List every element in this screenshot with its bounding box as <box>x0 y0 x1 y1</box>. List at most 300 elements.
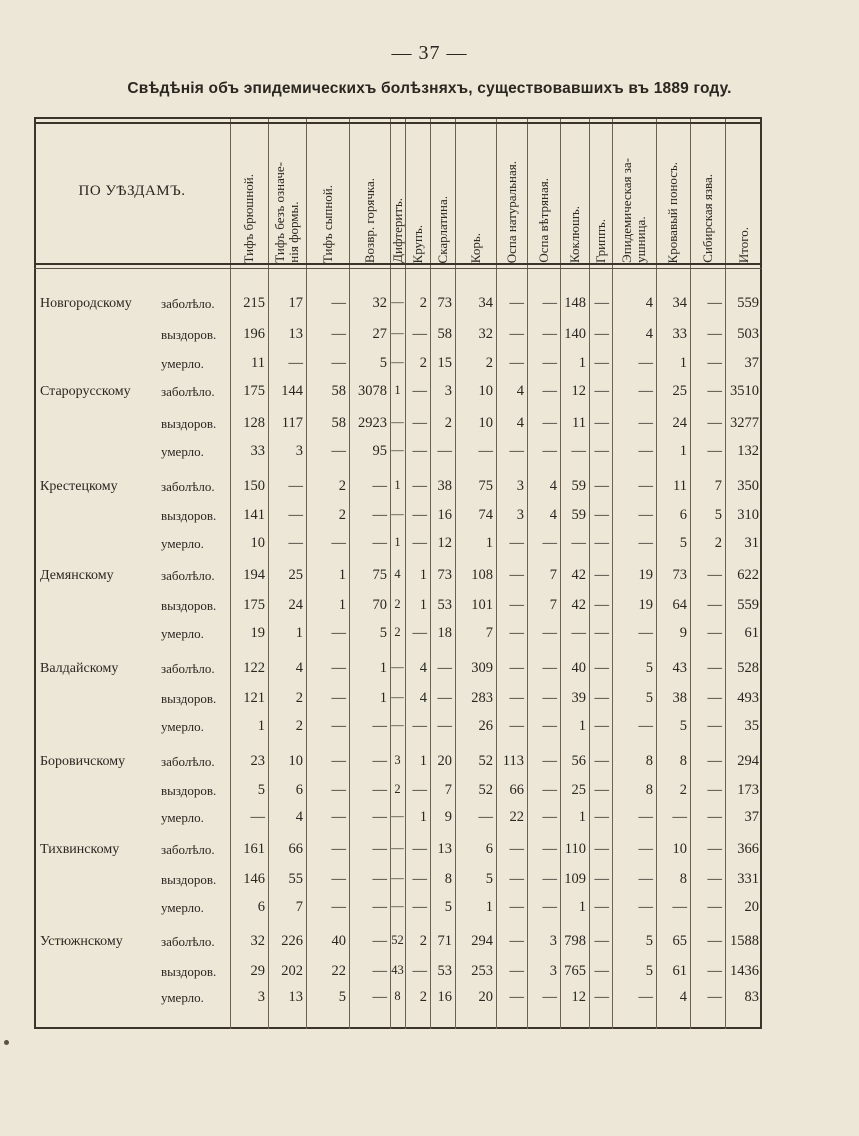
table-cell: 2 <box>444 415 452 431</box>
table-cell: — <box>412 383 427 399</box>
table-cell: 503 <box>737 326 759 342</box>
table-cell: 34 <box>478 295 493 311</box>
table-cell: 140 <box>564 326 586 342</box>
table-cell: 5 <box>679 718 687 734</box>
table-cell: 5 <box>645 690 653 706</box>
table-cell: 66 <box>288 841 303 857</box>
row-status: выздоров. <box>161 691 217 706</box>
row-status: заболѣло. <box>161 842 215 857</box>
table-cell: 1 <box>394 478 401 492</box>
table-cell: 24 <box>672 415 687 431</box>
table-cell: — <box>412 718 427 734</box>
table-cell: 65 <box>672 933 687 949</box>
table-cell: 144 <box>281 383 303 399</box>
table-cell: — <box>542 383 557 399</box>
table-cell: — <box>372 841 387 857</box>
table-cell: — <box>594 660 609 676</box>
table-cell: — <box>571 443 586 459</box>
table-cell: 150 <box>243 478 265 494</box>
header-rule <box>34 263 762 265</box>
table-cell: 16 <box>437 989 452 1005</box>
table-cell: 202 <box>281 963 303 979</box>
table-cell: — <box>509 690 524 706</box>
table-cell: 226 <box>281 933 303 949</box>
table-cell: — <box>707 753 722 769</box>
table-cell: 101 <box>471 597 493 613</box>
table-cell: 64 <box>672 597 687 613</box>
table-cell: 10 <box>478 383 493 399</box>
table-cell: — <box>372 809 387 825</box>
table-cell: 1 <box>419 567 427 583</box>
table-cell: 8 <box>679 871 687 887</box>
table-cell: — <box>707 809 722 825</box>
table-cell: — <box>594 383 609 399</box>
column-header-label: Гриппъ. <box>592 218 608 263</box>
table-cell: 2923 <box>358 415 387 431</box>
table-cell: — <box>412 625 427 641</box>
table-cell: 3 <box>394 753 401 767</box>
table-cell: — <box>288 507 303 523</box>
table-cell: — <box>509 535 524 551</box>
table-cell: — <box>542 660 557 676</box>
table-cell: 7 <box>549 567 557 583</box>
table-cell: — <box>331 899 346 915</box>
table-cell: — <box>331 355 346 371</box>
district-name: Устюжнскому <box>40 934 123 949</box>
table-cell: 309 <box>471 660 493 676</box>
table-cell: 5 <box>257 782 265 798</box>
row-status: заболѣло. <box>161 754 215 769</box>
table-cell: — <box>594 443 609 459</box>
table-cell: — <box>391 415 404 429</box>
table-cell: — <box>638 809 653 825</box>
table-cell: — <box>372 507 387 523</box>
table-cell: — <box>331 535 346 551</box>
table-cell: 73 <box>672 567 687 583</box>
table-cell: — <box>509 841 524 857</box>
table-cell: — <box>331 841 346 857</box>
column-header-label: Оспа натуральная. <box>503 160 519 263</box>
table-cell: 19 <box>638 567 653 583</box>
table-cell: 2 <box>394 625 401 639</box>
table-cell: — <box>707 690 722 706</box>
table-cell: 117 <box>281 415 303 431</box>
table-cell: 22 <box>509 809 524 825</box>
table-cell: — <box>331 625 346 641</box>
table-cell: 2 <box>485 355 493 371</box>
table-cell: 4 <box>394 567 401 581</box>
table-cell: — <box>412 443 427 459</box>
table-cell: 3510 <box>730 383 759 399</box>
table-cell: — <box>594 597 609 613</box>
table-cell: 32 <box>478 326 493 342</box>
table-cell: — <box>509 597 524 613</box>
table-cell: — <box>638 507 653 523</box>
column-header-label: Кровавый поносъ. <box>665 161 680 263</box>
table-cell: — <box>412 871 427 887</box>
table-cell: 1 <box>379 690 387 706</box>
table-cell: 128 <box>243 415 265 431</box>
table-cell: 4 <box>549 478 557 494</box>
table-cell: 350 <box>737 478 759 494</box>
table-cell: 4 <box>549 507 557 523</box>
table-cell: 2 <box>338 507 346 523</box>
table-cell: 3277 <box>730 415 759 431</box>
table-cell: — <box>707 295 722 311</box>
table-cell: 1 <box>578 899 586 915</box>
table-cell: — <box>331 690 346 706</box>
table-cell: 13 <box>288 326 303 342</box>
column-header <box>690 121 725 263</box>
table-cell: 31 <box>744 535 759 551</box>
table-cell: 7 <box>444 782 452 798</box>
table-cell: — <box>707 871 722 887</box>
table-cell: — <box>331 443 346 459</box>
table-cell: — <box>638 625 653 641</box>
column-header-label: Скарлатина. <box>434 195 450 263</box>
table-cell: — <box>478 809 493 825</box>
table-cell: 215 <box>243 295 265 311</box>
table-cell: 18 <box>437 625 452 641</box>
row-status: выздоров. <box>161 964 217 979</box>
table-cell: 10 <box>288 753 303 769</box>
table-cell: 196 <box>243 326 265 342</box>
table-cell: 294 <box>737 753 759 769</box>
table-cell: 3 <box>549 933 557 949</box>
table-cell: — <box>412 478 427 494</box>
table-cell: 42 <box>571 597 586 613</box>
table-cell: 4 <box>419 660 427 676</box>
column-header <box>430 121 455 263</box>
table-cell: 5 <box>444 899 452 915</box>
column-header-label: Дифтеритъ. <box>389 198 405 263</box>
column-header <box>349 121 390 263</box>
table-cell: — <box>542 899 557 915</box>
table-cell: — <box>288 478 303 494</box>
table-cell: 1 <box>419 753 427 769</box>
table-cell: — <box>672 899 687 915</box>
table-cell: 4 <box>516 383 524 399</box>
table-cell: 39 <box>571 690 586 706</box>
table-cell: — <box>594 295 609 311</box>
table-cell: — <box>391 690 404 704</box>
column-header <box>455 121 496 263</box>
page-title: Свѣдѣнія объ эпидемическихъ болѣзняхъ, существовавшихъ въ 1889 году. <box>127 80 732 97</box>
table-cell: — <box>509 871 524 887</box>
table-cell: 42 <box>571 567 586 583</box>
table-cell: 12 <box>437 535 452 551</box>
table-cell: 1 <box>679 355 687 371</box>
table-cell: — <box>391 841 404 855</box>
table-cell: — <box>331 782 346 798</box>
table-cell: 3 <box>516 478 524 494</box>
table-cell: — <box>707 989 722 1005</box>
column-header-label: Тифъ сыпной. <box>319 184 335 263</box>
table-cell: 110 <box>564 841 586 857</box>
table-cell: — <box>331 326 346 342</box>
table-cell: 43 <box>391 963 404 977</box>
table-cell: 798 <box>564 933 586 949</box>
table-cell: — <box>707 841 722 857</box>
table-cell: — <box>412 841 427 857</box>
table-cell: — <box>542 690 557 706</box>
table-cell: 4 <box>516 415 524 431</box>
row-status: умерло. <box>161 536 204 551</box>
table-cell: — <box>707 718 722 734</box>
table-cell: 2 <box>295 690 303 706</box>
district-name: Тихвинскому <box>40 842 120 857</box>
table-cell: 1 <box>578 809 586 825</box>
table-cell: — <box>594 753 609 769</box>
column-header-label: Корь. <box>467 232 483 263</box>
table-cell: — <box>412 415 427 431</box>
table-cell: 73 <box>437 567 452 583</box>
table-cell: 40 <box>571 660 586 676</box>
table-cell: 59 <box>571 507 586 523</box>
table-cell: 5 <box>645 933 653 949</box>
table-cell: 1436 <box>730 963 759 979</box>
column-header <box>656 121 690 263</box>
table-cell: 331 <box>737 871 759 887</box>
table-cell: 37 <box>744 809 759 825</box>
column-header <box>527 121 560 263</box>
table-cell: 6 <box>257 899 265 915</box>
table-cell: 10 <box>250 535 265 551</box>
table-cell: 7 <box>485 625 493 641</box>
table-cell: — <box>372 933 387 949</box>
table-cell: — <box>638 415 653 431</box>
ink-dot <box>4 1040 9 1045</box>
table-cell: — <box>594 535 609 551</box>
table-cell: 175 <box>243 597 265 613</box>
table-cell: 2 <box>419 933 427 949</box>
table-cell: — <box>391 660 404 674</box>
table-cell: 283 <box>471 690 493 706</box>
table-cell: 121 <box>243 690 265 706</box>
table-cell: — <box>509 963 524 979</box>
table-cell: 1 <box>394 535 401 549</box>
column-header-label: Тифъ брюшной. <box>241 173 256 263</box>
table-cell: 22 <box>331 963 346 979</box>
table-cell: 8 <box>444 871 452 887</box>
table-cell: — <box>638 383 653 399</box>
table-cell: 32 <box>250 933 265 949</box>
table-cell: 33 <box>672 326 687 342</box>
table-cell: 27 <box>372 326 387 342</box>
table-cell: — <box>707 597 722 613</box>
column-header <box>390 121 405 263</box>
table-cell: 622 <box>737 567 759 583</box>
table-cell: 5 <box>645 963 653 979</box>
table-cell: — <box>372 963 387 979</box>
table-cell: — <box>509 567 524 583</box>
table-cell: 95 <box>372 443 387 459</box>
table-cell: — <box>594 718 609 734</box>
table-cell: — <box>638 989 653 1005</box>
table-cell: 5 <box>379 625 387 641</box>
table-cell: 58 <box>331 383 346 399</box>
table-cell: 559 <box>737 295 759 311</box>
table-cell: 4 <box>645 295 653 311</box>
table-cell: 20 <box>744 899 759 915</box>
row-status: заболѣло. <box>161 568 215 583</box>
table-cell: 3 <box>549 963 557 979</box>
table-cell: 6 <box>485 841 493 857</box>
table-cell: — <box>509 989 524 1005</box>
table-cell: 175 <box>243 383 265 399</box>
table-cell: — <box>412 963 427 979</box>
table-cell: 34 <box>672 295 687 311</box>
column-header-label: Коклюшъ. <box>566 205 582 263</box>
table-cell: 71 <box>437 933 452 949</box>
table-cell: — <box>542 782 557 798</box>
table-cell: 765 <box>564 963 586 979</box>
table-cell: 559 <box>737 597 759 613</box>
table-cell: — <box>509 933 524 949</box>
table-cell: 75 <box>372 567 387 583</box>
table-cell: — <box>391 443 404 457</box>
table-cell: — <box>372 899 387 915</box>
table-cell: — <box>594 478 609 494</box>
column-header <box>496 121 527 263</box>
table-cell: 9 <box>444 809 452 825</box>
table-cell: 493 <box>737 690 759 706</box>
table-cell: 53 <box>437 597 452 613</box>
table-cell: — <box>542 718 557 734</box>
table-cell: 1 <box>419 809 427 825</box>
table-cell: 26 <box>478 718 493 734</box>
row-status: выздоров. <box>161 783 217 798</box>
table-cell: 52 <box>478 753 493 769</box>
table-cell: 109 <box>564 871 586 887</box>
district-name: Старорусскому <box>40 384 131 399</box>
table-cell: 122 <box>243 660 265 676</box>
table-cell: — <box>437 690 452 706</box>
table-cell: — <box>638 478 653 494</box>
table-cell: 6 <box>679 507 687 523</box>
table-cell: 59 <box>571 478 586 494</box>
table-cell: — <box>391 326 404 340</box>
table-cell: 3078 <box>358 383 387 399</box>
table-cell: 1 <box>485 535 493 551</box>
table-cell: — <box>542 625 557 641</box>
table-cell: 15 <box>437 355 452 371</box>
table-cell: 73 <box>437 295 452 311</box>
table-cell: 5 <box>338 989 346 1005</box>
table-cell: 173 <box>737 782 759 798</box>
table-cell: — <box>638 899 653 915</box>
table-cell: 12 <box>571 383 586 399</box>
table-cell: 2 <box>714 535 722 551</box>
table-cell: — <box>331 718 346 734</box>
table-cell: — <box>372 782 387 798</box>
table-cell: — <box>542 535 557 551</box>
table-cell: 61 <box>744 625 759 641</box>
table-cell: 43 <box>672 660 687 676</box>
table-cell: 20 <box>478 989 493 1005</box>
table-cell: 5 <box>679 535 687 551</box>
table-cell: — <box>542 841 557 857</box>
table-cell: — <box>542 415 557 431</box>
table-cell: 61 <box>672 963 687 979</box>
row-status: заболѣло. <box>161 384 215 399</box>
column-header-label: Тифъ безъ означе- нія формы. <box>272 162 301 263</box>
table-cell: 52 <box>478 782 493 798</box>
table-cell: — <box>594 690 609 706</box>
table-cell: 24 <box>288 597 303 613</box>
table-cell: — <box>542 871 557 887</box>
header-main: ПО УѢЗДАМЪ. <box>78 183 186 199</box>
row-status: умерло. <box>161 810 204 825</box>
table-cell: — <box>542 809 557 825</box>
column-header-label: Сибирская язва. <box>699 174 715 263</box>
table-cell: — <box>288 355 303 371</box>
table-cell: 108 <box>471 567 493 583</box>
table-cell: 53 <box>437 963 452 979</box>
table-cell: 148 <box>564 295 586 311</box>
table-cell: 13 <box>288 989 303 1005</box>
table-cell: 3 <box>295 443 303 459</box>
district-name: Валдайскому <box>40 661 119 676</box>
column-header <box>612 121 656 263</box>
column-header <box>405 121 430 263</box>
table-cell: 310 <box>737 507 759 523</box>
district-name: Демянскому <box>40 568 114 583</box>
table-cell: 12 <box>571 989 586 1005</box>
table-cell: 58 <box>331 415 346 431</box>
table-cell: 1 <box>338 597 346 613</box>
table-cell: — <box>509 295 524 311</box>
table-cell: 38 <box>672 690 687 706</box>
table-cell: 25 <box>288 567 303 583</box>
table-cell: — <box>594 415 609 431</box>
table-cell: 20 <box>437 753 452 769</box>
column-header-label: Эпидемическая за- ушница. <box>619 158 648 263</box>
table-cell: 35 <box>744 718 759 734</box>
table-cell: — <box>594 899 609 915</box>
table-cell: 2 <box>419 295 427 311</box>
table-cell: 113 <box>502 753 524 769</box>
district-name: Новгородскому <box>40 296 132 311</box>
table-cell: 194 <box>243 567 265 583</box>
table-cell: — <box>707 899 722 915</box>
district-name: Боровичскому <box>40 754 126 769</box>
table-cell: — <box>412 535 427 551</box>
row-status: заболѣло. <box>161 296 215 311</box>
table-cell: — <box>391 871 404 885</box>
district-name: Крестецкому <box>40 479 118 494</box>
table-cell: — <box>391 899 404 913</box>
table-cell: 2 <box>679 782 687 798</box>
table-cell: 8 <box>645 782 653 798</box>
table-cell: 3 <box>257 989 265 1005</box>
table-cell: 1 <box>379 660 387 676</box>
table-cell: 3 <box>516 507 524 523</box>
table-cell: 4 <box>645 326 653 342</box>
table-cell: 37 <box>744 355 759 371</box>
table-cell: — <box>437 660 452 676</box>
table-cell: — <box>672 809 687 825</box>
table-cell: — <box>372 989 387 1005</box>
table-cell: — <box>707 625 722 641</box>
table-cell: — <box>594 507 609 523</box>
table-cell: 294 <box>471 933 493 949</box>
table-cell: — <box>288 535 303 551</box>
table-cell: — <box>638 841 653 857</box>
table-cell: — <box>594 782 609 798</box>
table-cell: — <box>331 753 346 769</box>
table-cell: — <box>594 326 609 342</box>
